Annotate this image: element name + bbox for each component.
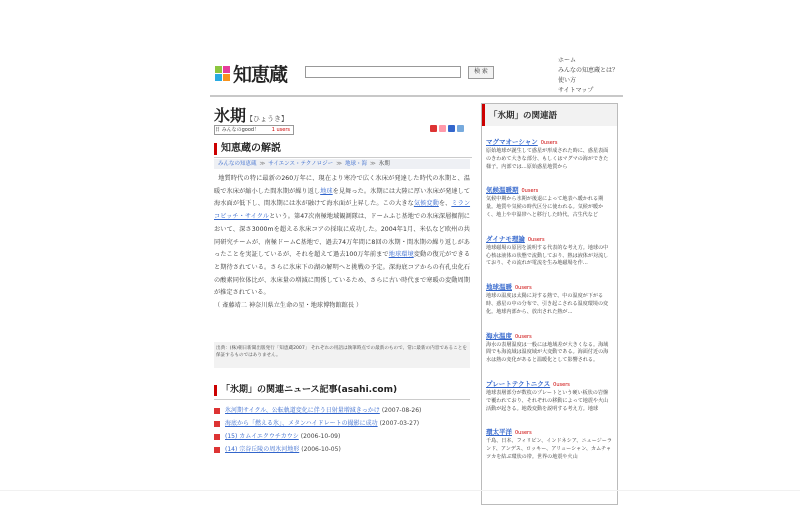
related-desc: 地球磁場の原因を説明する代表的な考え方。地球の中心核は液体の状態で流動しており、熱は液体が対流しており、その流れが電流を生み地磁場を作… (486, 244, 609, 267)
breadcrumb-item[interactable]: みんなの知恵蔵 (218, 161, 257, 167)
nav-about-link[interactable]: みんなの知恵蔵とは？ (558, 67, 619, 74)
related-users: 0users (553, 381, 570, 388)
news-title: 「氷期」の関連ニュース記事(asahi.com) (214, 385, 470, 396)
related-users: 0users (515, 285, 532, 292)
body-link[interactable]: 地球 (320, 187, 333, 195)
entry-body (214, 173, 470, 313)
related-desc: 海水の表層温度は一般には地域差が大きくなる。海域間でも海流域は温度域が大変動である。海面付近の海水は熱の変化があると温暖化として影響される。 (486, 341, 609, 364)
news-item (214, 443, 470, 456)
related-item (486, 323, 613, 365)
author-credit: （ 斎藤靖二 神奈川県立生命の星・地球博物館館長 ） (214, 302, 363, 310)
news-item (214, 417, 470, 430)
delicious-icon[interactable] (448, 125, 455, 132)
news-item (214, 404, 470, 417)
related-item (486, 419, 613, 461)
body-link[interactable]: 地球環境 (388, 251, 414, 259)
nav-howto-link[interactable]: 使い方 (558, 77, 577, 84)
related-users: 0users (521, 188, 539, 195)
clip-icon[interactable] (439, 125, 446, 132)
related-item (486, 129, 613, 171)
section-title: 知恵蔵の解説 (214, 143, 477, 155)
entry-reading: 【ひょうき】 (246, 115, 289, 123)
news-item (214, 430, 470, 443)
news-icon (214, 408, 220, 414)
news-divider (214, 399, 470, 400)
related-list (482, 126, 617, 462)
related-term-link[interactable]: プレートテクトニクス (486, 379, 551, 388)
body-text: 地質時代の特に最新の260万年に、現在より寒冷で広く氷床が発達した時代の氷期と、温暖で氷床が縮小した間氷期が繰り返し (214, 175, 471, 195)
news-list (214, 404, 470, 456)
logo-mark-icon (215, 66, 230, 81)
body-text: を見舞った。氷期には大陸に厚い氷床が発達して海水面が低下し、間氷期には氷が融けて海水面が上昇した。この大きな (214, 187, 471, 208)
page-title (214, 103, 472, 126)
site-logo[interactable] (215, 62, 297, 84)
breadcrumb-item[interactable]: サイエンス・テクノロジー (268, 161, 334, 167)
news-section (214, 385, 470, 456)
bookmark-icon[interactable] (430, 125, 437, 132)
body-text: 変動の復元ができると期待されている。さらに氷床下の湖の解明へと挑戦の予定。深海底コアからの有孔虫化石の酸素同位体比が、氷床量の増減に関係しているため、さらに古い時代まで寒暖の変動周期が推定されている。 (214, 251, 471, 297)
source-note: 出典：(株)朝日新聞出版発行「知恵蔵2007」 それぞれの用語は執筆時点での最新のもので、常に最新の内容であることを保証するものではありません。 (214, 342, 470, 368)
related-item (486, 177, 613, 219)
related-term-link[interactable]: マグマオーシャン (486, 138, 538, 146)
related-term-link[interactable]: 海水温度 (486, 331, 512, 340)
header-divider (210, 95, 623, 97)
good-count: 1 users (271, 127, 290, 133)
related-item (486, 274, 613, 316)
related-users: 0users (515, 333, 532, 340)
body-link[interactable]: ミランコビッチ・サイクル (214, 200, 471, 221)
news-date: (2006-10-05) (301, 446, 341, 453)
news-link[interactable]: (14) 宗谷丘陵の周氷河地形 (225, 446, 300, 453)
entry-title: 氷期 (214, 106, 247, 125)
body-link[interactable]: 気候変動 (413, 200, 439, 208)
good-button[interactable] (214, 125, 294, 135)
breadcrumb: みんなの知恵蔵 ≫ サイエンス・テクノロジー ≫ 地球・海 ≫ 氷期 (214, 159, 470, 169)
related-term-link[interactable]: 気候温暖期 (486, 186, 519, 195)
sidebar (481, 103, 618, 505)
related-desc: 千島、日本、フィリピン、インドネシア、ニュージーランド、アンデス、ロッキー、アリューシャン、カムチャツカを結ぶ環状の帯。世界の地震や火山 (486, 438, 612, 460)
news-link[interactable]: 海底から「燃える氷」、メタンハイドレートの撮影に成功 (225, 420, 378, 427)
related-desc: 原始地球が誕生して惑星が形成された時に、惑星表面のきわめて大きな部分、もしくはマグマの海ができた様子。内部では…原始惑星地質から (486, 148, 609, 170)
news-icon (214, 434, 220, 440)
breadcrumb-item[interactable]: 地球・海 (344, 161, 367, 167)
related-users: 0users (540, 140, 558, 146)
related-term-link[interactable]: 地球温暖 (486, 283, 512, 292)
news-date: (2006-10-09) (300, 433, 341, 440)
page-bottom-line (0, 490, 800, 491)
news-date: (2007-08-26) (381, 407, 422, 414)
top-nav (558, 56, 618, 96)
related-item (486, 371, 613, 413)
news-icon (214, 447, 220, 453)
related-terms-box (481, 103, 618, 505)
main-content (214, 103, 472, 453)
section-divider (214, 157, 472, 158)
related-desc: 気候中期から氷期が後退によって地表へ暖かれる期量。地質や気候の時代区分に使われる。気候が暖かく、地上や中温帯へと移行した時代。古生代など (486, 196, 604, 218)
body-text: という。第47次南極地域観測隊は、ドームふじ基地での氷床深層掘削において、深さ3000mを超える氷床コアの採取に成功した。2004年1月、米仏など欧州の共同研究チームが、南極ドームC基地で、過去74万年間に8回の氷期・間氷期の繰り返しがあったことを実証しているが、それを超えて過去100万年前まで (214, 213, 470, 259)
related-desc: 地球の温度は太陽に対する熱で、中の温度が下がる時、惑星の中の分布で、引き起こされる温度環境の変化。地球内部から、放出された熱が… (486, 293, 609, 315)
breadcrumb-current: 氷期 (378, 161, 390, 167)
nav-home-link[interactable]: ホーム (558, 57, 577, 64)
related-desc: 地球表層部分が数枚のプレートという硬い板状の岩盤で覆われており、それぞれの移動によって地震や火山活動が起きる。地殻変動を説明する考え方。地球 (486, 389, 609, 412)
related-item (486, 226, 613, 268)
search-button[interactable]: 検 索 (468, 66, 494, 79)
good-label: 日 みんなのgood！ (215, 127, 260, 133)
body-text: を、 (438, 200, 452, 208)
news-link[interactable]: (15) カムイエクウチカウシ (225, 433, 299, 440)
news-link[interactable]: 氷河期サイクル、公転軌道変化に伴う日射量増減きっかけ (225, 407, 380, 414)
logo-text: 知恵蔵 (233, 63, 288, 86)
related-term-link[interactable]: 環太平洋 (486, 428, 512, 437)
news-date: (2007-03-27) (379, 420, 420, 427)
related-term-link[interactable]: ダイナモ理論 (486, 234, 525, 243)
nav-sitemap-link[interactable]: サイトマップ (558, 87, 594, 94)
related-users: 0users (527, 236, 545, 243)
related-users: 0users (515, 430, 532, 437)
share-icon[interactable] (457, 125, 464, 132)
related-title: 「氷期」の関連語 (482, 104, 617, 126)
search-input[interactable] (305, 66, 461, 78)
share-icons (430, 125, 464, 132)
news-icon (214, 421, 220, 427)
